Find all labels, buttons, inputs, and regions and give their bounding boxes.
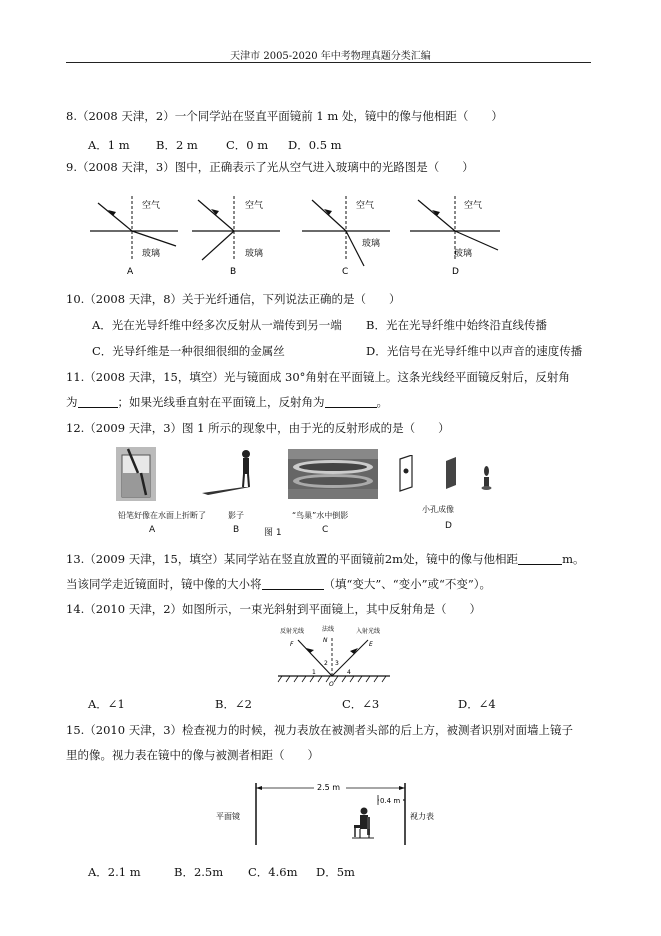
q15-label-mirror: 平面镜 bbox=[216, 812, 240, 821]
q12-photo-a-pencil-glass bbox=[116, 447, 156, 501]
q12-photo-b-shadow bbox=[200, 447, 270, 497]
q15-distance-total: 2.5 m bbox=[317, 783, 341, 792]
q15-line1: 15.（2010 天津，3）检查视力的时候，视力表放在被测者头部的后上方，被测者识别对面墙上镜子 bbox=[66, 723, 574, 737]
q14-option-b: B．∠2 bbox=[215, 697, 252, 711]
q12-label-c: C bbox=[322, 525, 329, 535]
q9-diagram-c bbox=[302, 196, 390, 277]
header-rule bbox=[66, 62, 591, 63]
q11-line2 bbox=[66, 394, 388, 410]
q9-diagram-b bbox=[192, 196, 280, 277]
q9-a-label: A bbox=[127, 267, 134, 277]
q12-label-b: B bbox=[233, 525, 240, 535]
q14-stem: 14.（2010 天津，2）如图所示，一束光斜射到平面镜上，其中反射角是（ ） bbox=[66, 602, 482, 616]
q14-label-normal: 法线 bbox=[322, 626, 335, 633]
q12-caption-d: 小孔成像 bbox=[422, 505, 454, 514]
q15-option-d: D．5m bbox=[316, 865, 355, 879]
q14-angle-1: 1 bbox=[312, 669, 316, 676]
q9-diagrams bbox=[80, 188, 520, 280]
q10-option-c: C．光导纤维是一种很细很细的金属丝 bbox=[92, 344, 285, 358]
q13-line2-a: 当该同学走近镜面时，镜中像的大小将 bbox=[66, 577, 262, 591]
q14-label-reflected: 反射光线 bbox=[280, 628, 305, 635]
q9-a-glass: 玻璃 bbox=[142, 249, 161, 259]
q9-c-air: 空气 bbox=[356, 201, 375, 211]
q13-line1-a: 13.（2009 天津，15，填空）某同学站在竖直放置的平面镜前2m处，镜中的像与他相距 bbox=[66, 552, 519, 566]
q11-line2-c: 。 bbox=[376, 395, 388, 409]
page-header: 天津市 2005-2020 年中考物理真题分类汇编 bbox=[230, 51, 431, 62]
q15-option-a: A．2.1 m bbox=[88, 865, 141, 879]
q13-blank-1[interactable] bbox=[518, 552, 562, 565]
q14-option-c: C．∠3 bbox=[342, 697, 380, 711]
q14-label-n: N bbox=[323, 637, 328, 644]
q8-option-c: C．0 m bbox=[226, 138, 269, 152]
q14-reflection-diagram bbox=[272, 624, 396, 688]
q14-option-a: A．∠1 bbox=[88, 697, 125, 711]
q12-stem: 12.（2009 天津，3）图 1 所示的现象中，由于光的反射形成的是（ ） bbox=[66, 421, 450, 435]
q14-label-o: O bbox=[329, 681, 334, 688]
q13-line2 bbox=[66, 576, 491, 592]
q13-line1 bbox=[66, 551, 584, 567]
q9-a-air: 空气 bbox=[142, 201, 161, 211]
q9-diagram-d bbox=[410, 196, 500, 277]
q9-c-label: C bbox=[342, 267, 349, 277]
q11-blank-2[interactable] bbox=[325, 395, 377, 408]
q10-option-d: D．光信号在光导纤维中以声音的速度传播 bbox=[366, 344, 583, 358]
q14-angle-3: 3 bbox=[335, 660, 339, 667]
q12-caption-b: 影子 bbox=[228, 511, 244, 520]
q8-option-a: A．1 m bbox=[88, 138, 130, 152]
q11-blank-1[interactable] bbox=[78, 395, 118, 408]
q9-b-glass: 玻璃 bbox=[245, 249, 264, 259]
q12-label-d: D bbox=[445, 521, 452, 531]
q9-diagram-a bbox=[90, 196, 178, 277]
q9-d-label: D bbox=[452, 267, 459, 277]
q15-vision-diagram bbox=[214, 775, 454, 847]
q8-stem: 8.（2008 天津，2）一个同学站在竖直平面镜前 1 m 处，镜中的像与他相距（ ） bbox=[66, 109, 503, 123]
q15-option-b: B．2.5m bbox=[174, 865, 224, 879]
q11-line2-b: ；如果光线垂直射在平面镜上，反射角为 bbox=[117, 395, 325, 409]
q9-c-glass: 玻璃 bbox=[362, 239, 381, 249]
q15-label-chart: 视力表 bbox=[410, 812, 434, 821]
q9-stem: 9.（2008 天津，3）图中，正确表示了光从空气进入玻璃中的光路图是（ ） bbox=[66, 160, 474, 174]
q10-stem: 10.（2008 天津，8）关于光纤通信，下列说法正确的是（ ） bbox=[66, 292, 401, 306]
q13-line1-b: m。 bbox=[562, 552, 585, 566]
q13-blank-2[interactable] bbox=[262, 577, 324, 590]
q9-b-air: 空气 bbox=[245, 201, 264, 211]
q14-label-e: E bbox=[369, 641, 373, 648]
q12-figure-label: 图 1 bbox=[264, 528, 282, 538]
q11-line1: 11.（2008 天津，15，填空）光与镜面成 30°角射在平面镜上。这条光线经平面镜反射后，反射角 bbox=[66, 370, 570, 384]
q14-angle-4: 4 bbox=[347, 669, 351, 676]
q10-option-b: B．光在光导纤维中始终沿直线传播 bbox=[366, 318, 547, 332]
q12-photo-c-birdnest bbox=[288, 449, 378, 499]
q9-d-glass: 玻璃 bbox=[454, 249, 473, 259]
q12-photo-d-pinhole bbox=[398, 455, 494, 495]
q12-caption-c: “鸟巢”水中倒影 bbox=[292, 511, 349, 520]
q8-option-b: B．2 m bbox=[156, 138, 198, 152]
q13-line2-b: （填“变大”、“变小”或“不变”）。 bbox=[323, 577, 492, 591]
q9-b-label: B bbox=[230, 267, 237, 277]
q12-caption-a: 铅笔好像在水面上折断了 bbox=[118, 511, 206, 520]
q14-label-incident: 入射光线 bbox=[356, 628, 381, 635]
q15-distance-short: 0.4 m bbox=[380, 797, 401, 805]
q14-angle-2: 2 bbox=[324, 660, 328, 667]
q15-seated-person bbox=[352, 808, 374, 839]
q15-option-c: C．4.6m bbox=[248, 865, 298, 879]
q11-line2-a: 为 bbox=[66, 395, 78, 409]
q15-line2: 里的像。视力表在镜中的像与被测者相距（ ） bbox=[66, 748, 319, 762]
q9-d-air: 空气 bbox=[464, 201, 483, 211]
q10-option-a: A．光在光导纤维中经多次反射从一端传到另一端 bbox=[92, 318, 342, 332]
q8-option-d: D．0.5 m bbox=[288, 138, 342, 152]
q14-option-d: D．∠4 bbox=[458, 697, 496, 711]
q14-label-f: F bbox=[290, 641, 294, 648]
q12-label-a: A bbox=[149, 525, 156, 535]
